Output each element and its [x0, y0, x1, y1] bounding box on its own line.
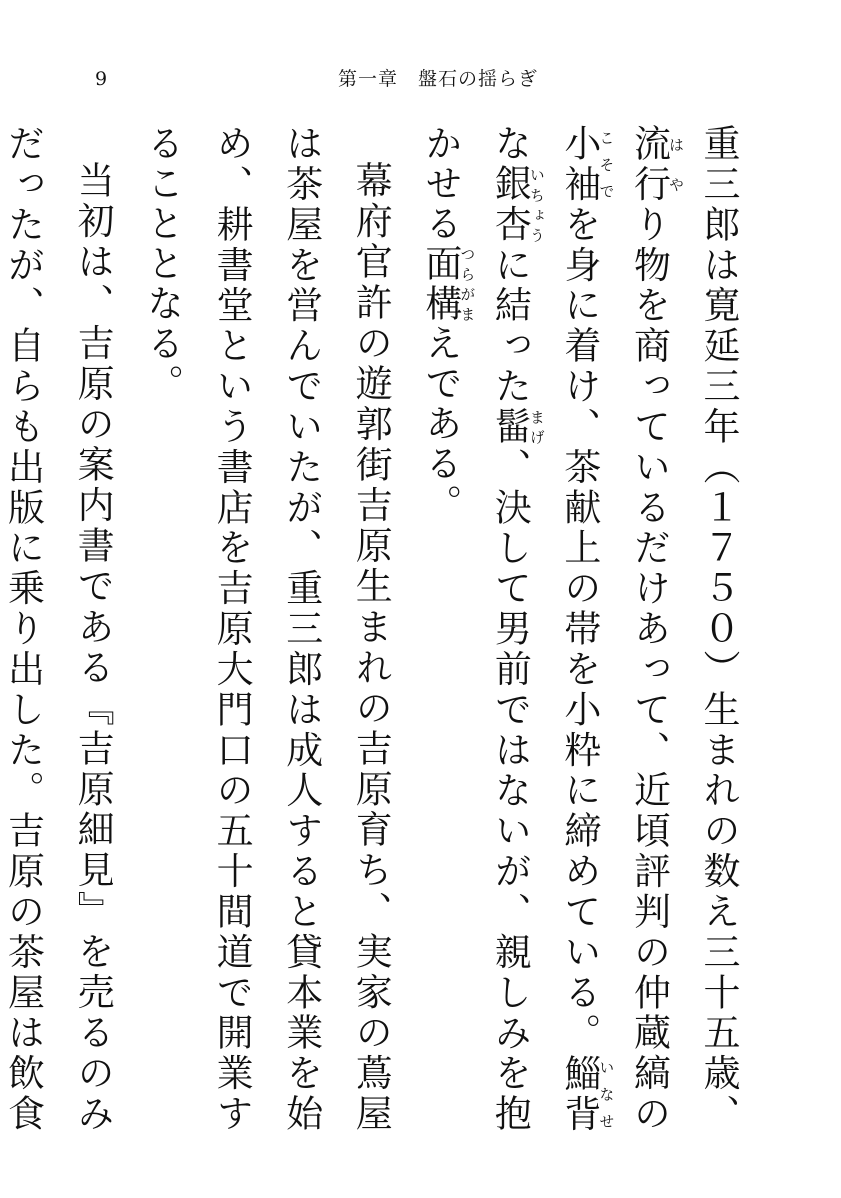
text-run: 重三郎は寛延三年（１７５０）生まれの数え三十五歳、 [697, 124, 740, 1134]
text-run: な [488, 124, 532, 165]
ruby-reading: まげ [527, 406, 546, 447]
ruby-base: 鯔背 [557, 1053, 601, 1135]
paragraph [0, 124, 127, 1134]
ruby-reading: つらがま [458, 244, 477, 324]
text-run: に結った [488, 245, 532, 407]
ruby-base: 小袖 [557, 124, 601, 205]
ruby-reading: こそで [597, 124, 616, 205]
paragraph [127, 124, 405, 1134]
paragraph [405, 124, 753, 1134]
ruby-base: 髷 [488, 406, 532, 448]
ruby-annotation [418, 244, 477, 324]
ruby-annotation [488, 164, 546, 246]
text-run: 、決して男前ではないが、親しみを抱かせる [418, 124, 532, 1135]
text-run: を身に着け、茶献上の帯を小粋に締めている。 [557, 204, 601, 1054]
ruby-base: 面構 [418, 244, 462, 324]
body-text [1, 124, 753, 1135]
ruby-annotation [557, 1053, 616, 1135]
ruby-base: 銀杏 [488, 164, 532, 246]
text-run: り物を商っているだけあって、近頃評判の仲蔵縞の [627, 204, 671, 1135]
text-run: 当初は、吉原の案内書である『吉原細見』を売るのみだったが、自らも出版に乗り出した。吉原の茶屋は飲食 [1, 124, 115, 1134]
ruby-base: 流行 [627, 124, 671, 205]
ruby-annotation [627, 124, 685, 205]
ruby-reading: いちょう [527, 164, 546, 245]
ruby-annotation [488, 406, 546, 448]
ruby-annotation [557, 124, 616, 205]
ruby-reading: いなせ [597, 1053, 616, 1134]
text-run: 幕府官許の遊郭街吉原生まれの吉原育ち、実家の蔦屋は茶屋を営んでいたが、重三郎は成人すると貸本業を始め、耕書堂という書店を吉原大門口の五十間道で開業することとなる。 [140, 124, 393, 1134]
page-number: 9 [95, 68, 108, 90]
running-head: 第一章 盤石の揺らぎ [338, 68, 539, 90]
ruby-reading: はや [666, 124, 685, 205]
text-run: えである。 [418, 324, 462, 524]
page-header [0, 66, 841, 92]
